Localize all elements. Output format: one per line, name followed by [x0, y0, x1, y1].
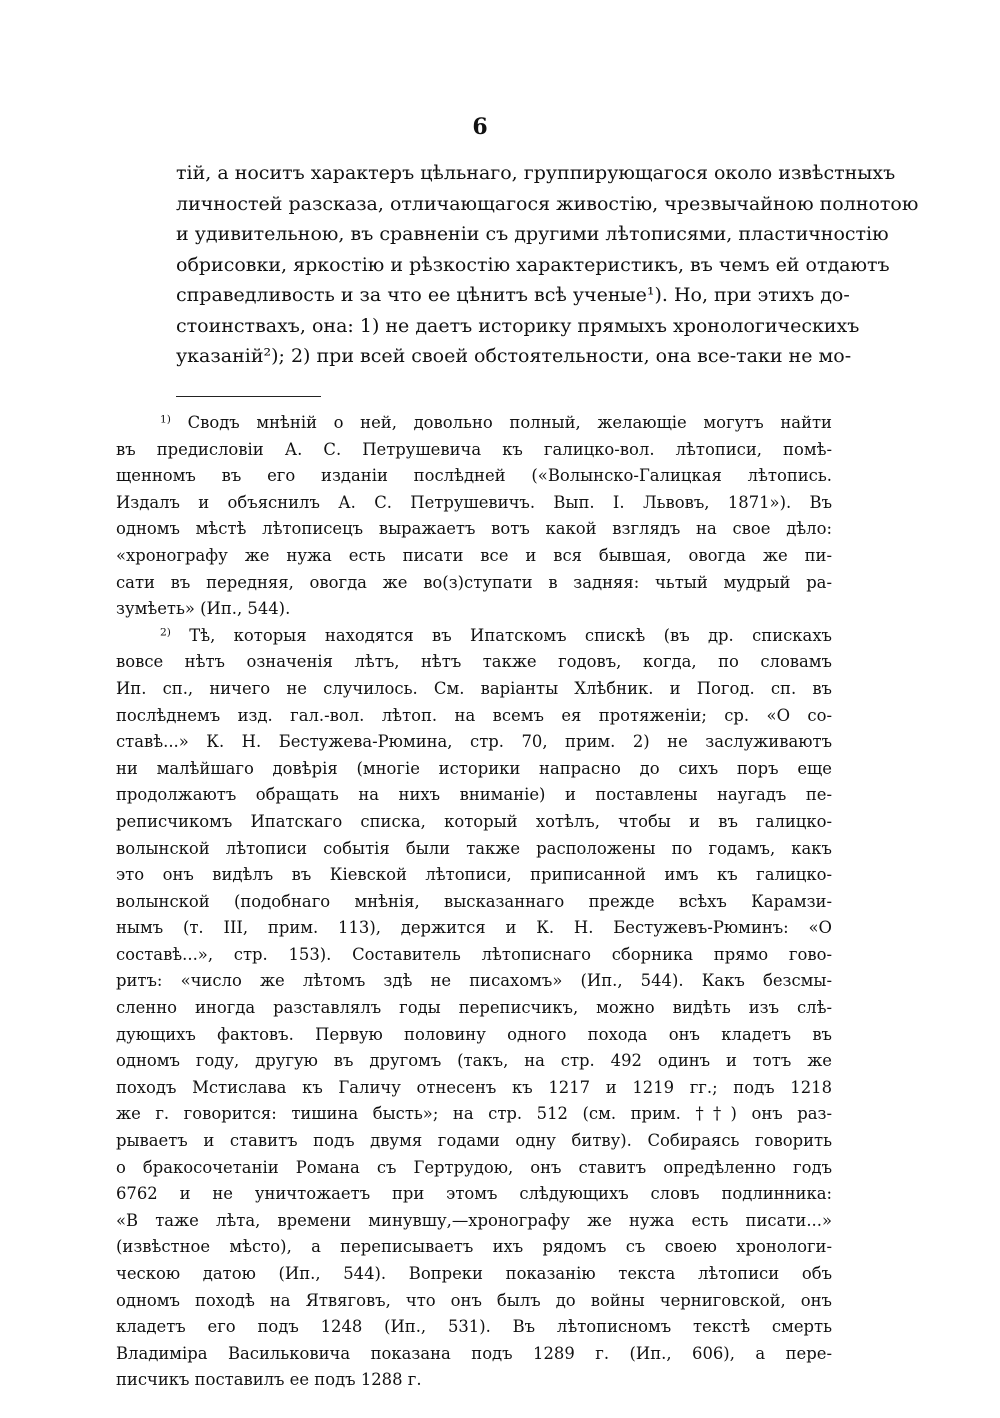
footnote-line: щенномъ въ его изданіи послѣдней («Волынско-Галицкая лѣтопись. [116, 466, 832, 486]
main-text [176, 158, 919, 372]
footnote-separator [176, 396, 321, 397]
body-text-line: тій, а носитъ характеръ цѣльнаго, группирующагося около извѣстныхъ [176, 162, 896, 184]
footnote-line: одномъ мѣстѣ лѣтописецъ выражаетъ вотъ какой взглядъ на свое дѣло: [116, 519, 832, 539]
footnote-line: Ип. сп., ничего не случилось. См. варіанты Хлѣбник. и Погод. сп. въ [116, 678, 832, 698]
footnote-line: реписчикомъ Ипатскаго списка, который хотѣлъ, чтобы и въ галицко- [116, 811, 832, 831]
footnote-line: «В таже лѣта, времени минувшу,—хронографу же нужа есть писати...» [116, 1210, 832, 1230]
footnote-text: Сводъ мнѣній о ней, довольно полный, желающіе могутъ найти [187, 413, 832, 432]
body-text-line: указаній²); 2) при всей своей обстоятельности, она все-таки не мо- [176, 345, 852, 367]
footnote-line: о бракосочетаніи Романа съ Гертрудою, онъ ставитъ опредѣленно годъ [116, 1157, 832, 1177]
footnote-2 [116, 623, 832, 1394]
footnote-line: вовсе нѣтъ означенія лѣтъ, нѣтъ также годовъ, когда, по словамъ [116, 652, 832, 672]
footnote-line: нымъ (т. III, прим. 113), держится и К. Н. Бестужевъ-Рюминъ: «О [116, 918, 832, 938]
body-text-line: обрисовки, яркостію и рѣзкостію характеристикъ, въ чемъ ей отдаютъ [176, 253, 890, 276]
footnote-line: рываетъ и ставитъ подъ двумя годами одну битву). Собираясь говорить [116, 1131, 832, 1151]
footnote-line: послѣднемъ изд. гал.-вол. лѣтоп. на всемъ ея протяженіи; ср. «О со- [116, 705, 832, 725]
footnote-marker: 2) [160, 625, 171, 639]
footnote-line: ческою датою (Ип., 544). Вопреки показанію текста лѣтописи объ [116, 1264, 832, 1283]
body-text-line: справедливость и за что ее цѣнитъ всѣ ученые¹). Но, при этихъ до- [176, 284, 850, 306]
footnote-line: Издалъ и объяснилъ А. С. Петрушевичъ. Вып. I. Львовъ, 1871»). Въ [116, 492, 832, 512]
footnote-line: же г. говорится: тишина бысть»; на стр. 512 (см. прим. ††) онъ раз- [116, 1104, 832, 1124]
footnote-line: зумѣеть» (Ип., 544). [116, 599, 291, 619]
footnote-line: походъ Мстислава къ Галичу отнесенъ къ 1217 и 1219 гг.; подъ 1218 [116, 1077, 832, 1097]
footnote-line: ритъ: «число же лѣтомъ здѣ не писахомъ» (Ип., 544). Какъ безсмы- [116, 971, 832, 991]
footnote-line: это онъ видѣлъ въ Кіевской лѣтописи, приписанной имъ къ галицко- [116, 865, 832, 885]
footnote-line: волынской (подобнаго мнѣнія, высказаннаго прежде всѣхъ Карамзи- [116, 891, 832, 911]
footnote-line: волынской лѣтописи событія были также расположены по годамъ, какъ [116, 838, 832, 858]
footnote-line: ставѣ...» К. Н. Бестужева-Рюмина, стр. 70, прим. 2) не заслуживаютъ [116, 732, 832, 752]
footnote-line: ни малѣйшаго довѣрія (многіе историки напрасно до сихъ поръ еще [116, 758, 832, 778]
footnote-line: въ предисловіи А. С. Петрушевича къ галицко-вол. лѣтописи, помѣ- [116, 439, 832, 459]
footnote-line: одномъ походѣ на Ятвяговъ, что онъ былъ до войны черниговской, онъ [116, 1290, 832, 1310]
footnote-line: (извѣстное мѣсто), а переписываетъ ихъ рядомъ съ своею хронологи- [116, 1237, 832, 1257]
footnote-line: одномъ году, другую въ другомъ (такъ, на стр. 492 одинъ и тотъ же [116, 1051, 832, 1071]
footnote-line: писчикъ поставилъ ее подъ 1288 г. [116, 1370, 422, 1390]
footnote-line: дующихъ фактовъ. Первую половину одного похода онъ кладетъ въ [116, 1024, 832, 1044]
footnote-line: продолжаютъ обращать на нихъ вниманіе) и поставлены наугадъ пе- [116, 785, 832, 805]
body-text-line: и удивительною, въ сравненіи съ другими лѣтописями, пластичностію [176, 223, 889, 245]
footnote-line: Владиміра Васильковича показана подъ 1289 г. (Ип., 606), а пере- [116, 1343, 832, 1363]
footnote-line: 6762 и не уничтожаетъ при этомъ слѣдующихъ словъ подлинника: [116, 1184, 832, 1204]
footnote-text: Тѣ, которыя находятся въ Ипатскомъ спискѣ (въ др. спискахъ [189, 625, 832, 645]
footnote-line [116, 623, 832, 650]
footnote-line: составѣ...», стр. 153). Составитель лѣтописнаго сборника прямо гово- [116, 944, 832, 964]
footnote-1 [116, 410, 832, 623]
body-text-line: личностей разсказа, отличающагося живостію, чрезвычайною полнотою [176, 192, 919, 215]
body-text-line: стоинствахъ, она: 1) не даетъ историку прямыхъ хронологическихъ [176, 314, 860, 337]
footnote-line: сленно иногда разставлялъ годы переписчикъ, можно видѣть изъ слѣ- [116, 998, 832, 1018]
footnote-line: сати въ передняя, овогда же во(з)ступати в задняя: чьтый мудрый ра- [116, 572, 832, 592]
footnote-line [116, 410, 832, 437]
footnote-line: «хронографу же нужа есть писати все и вся бывшая, овогда же пи- [116, 545, 832, 565]
footnote-line: кладетъ его подъ 1248 (Ип., 531). Въ лѣтописномъ текстѣ смерть [116, 1317, 832, 1337]
footnotes [116, 410, 832, 1394]
page-number: 6 [472, 114, 488, 140]
footnote-marker: 1) [160, 412, 171, 426]
